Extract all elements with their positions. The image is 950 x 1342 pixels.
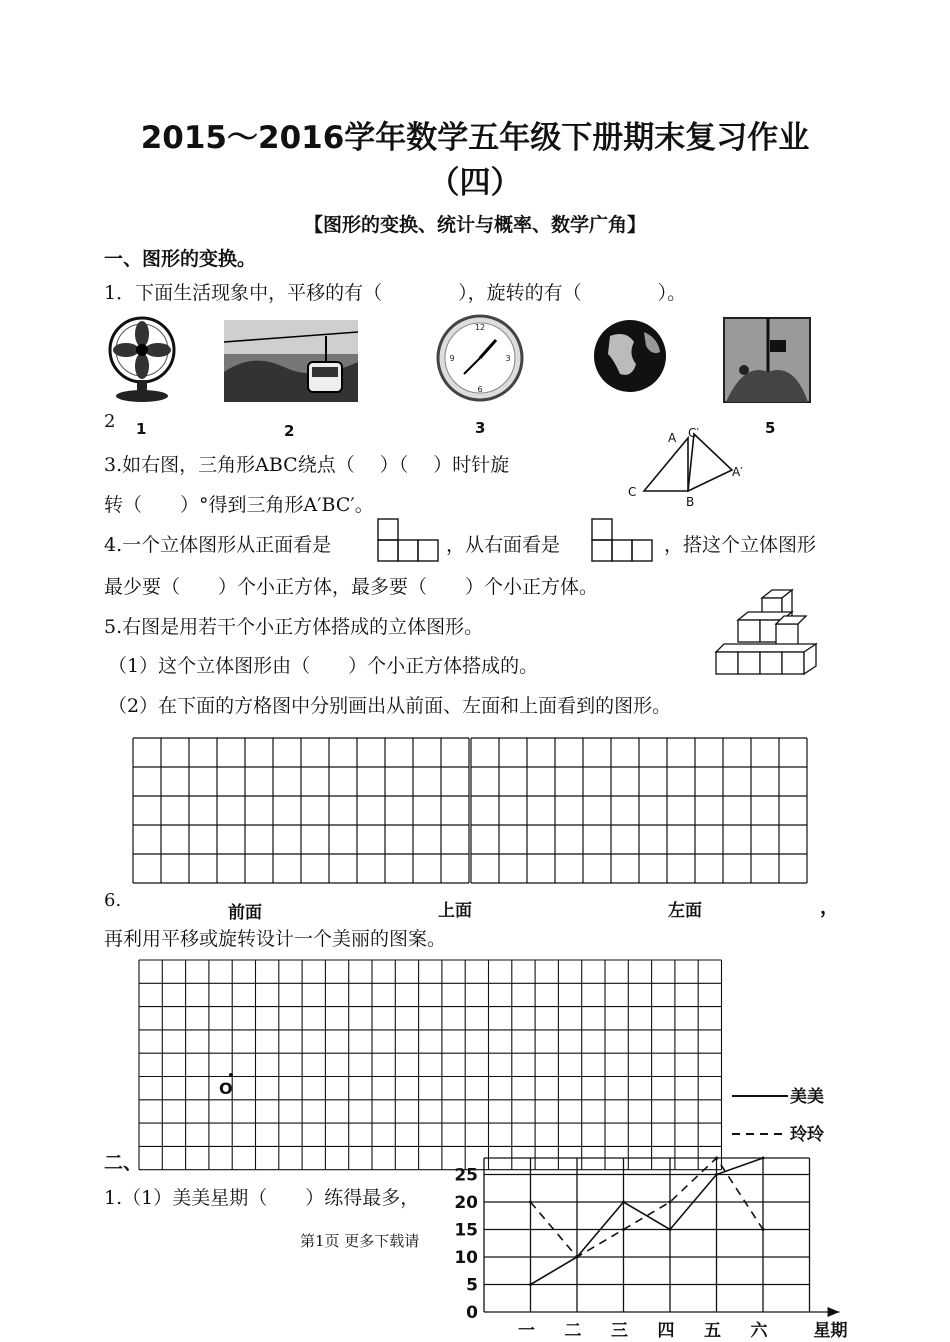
question-4-part3: ，搭这个立体图形: [664, 534, 817, 556]
svg-text:9: 9: [449, 354, 455, 363]
question-6-comma: ，: [820, 896, 840, 918]
x-tick-label: 六: [750, 1321, 768, 1341]
data-point: [576, 1256, 579, 1259]
question-4-part2: ，从右面看是: [446, 534, 561, 556]
question-6-number: 6.: [104, 890, 122, 911]
question-5-sub1: （1）这个立体图形由（ ）个小正方体搭成的。: [108, 655, 539, 677]
data-point: [622, 1228, 625, 1231]
clock-icon: [438, 316, 522, 400]
cube-stack-figure: [712, 588, 838, 682]
fan-icon: [110, 318, 174, 402]
question-7: 1.（1）美美星期（ ）练得最多，: [104, 1187, 420, 1209]
question-6-line2: 再利用平移或旋转设计一个美丽的图案。: [104, 928, 447, 950]
question-5-sub2: （2）在下面的方格图中分别画出从前面、左面和上面看到的图形。: [108, 695, 672, 717]
y-tick-label: 5: [466, 1275, 478, 1296]
y-tick-label: 25: [454, 1165, 478, 1186]
left-view-label: 左面: [668, 901, 702, 921]
data-point: [529, 1283, 532, 1286]
image-label: 5: [765, 419, 776, 437]
page-footer: 第1页 更多下载请: [300, 1232, 420, 1250]
data-point: [669, 1201, 672, 1204]
question-5-line1: 5.右图是用若干个小正方体搭成的立体图形。: [104, 616, 484, 638]
x-axis-label: 星期: [813, 1321, 848, 1341]
point-label: B: [686, 495, 695, 509]
section-heading-2: 二、: [104, 1152, 143, 1174]
data-point: [669, 1228, 672, 1231]
data-point: [762, 1157, 765, 1160]
legend-label: 美美: [790, 1087, 824, 1107]
globe-icon: [594, 320, 666, 392]
data-point: [762, 1228, 765, 1231]
question-4-part1: 4.一个立体图形从正面看是: [104, 534, 332, 556]
view-drawing-grid: [131, 736, 811, 888]
image-label: 1: [136, 420, 147, 438]
y-tick-label: 20: [454, 1193, 478, 1213]
line-chart: [440, 1078, 850, 1342]
data-point: [529, 1201, 532, 1204]
x-tick-label: 二: [564, 1321, 582, 1341]
page-title: 2015～2016学年数学五年级下册期末复习作业: [140, 120, 810, 156]
x-tick-label: 三: [611, 1321, 628, 1341]
point-label: C′: [688, 426, 700, 440]
triangle-rotation-figure: [620, 424, 760, 512]
question-2-number: 2: [104, 411, 116, 432]
image-label: 3: [475, 419, 486, 437]
flag-raising-image: [724, 318, 810, 402]
point-label: A: [668, 431, 677, 445]
page-title-part: （四）: [428, 165, 522, 201]
front-view-figure: [377, 518, 441, 562]
section-heading-1: 一、图形的变换。: [104, 248, 257, 270]
series-line-lingling: [531, 1158, 764, 1257]
svg-text:6: 6: [477, 385, 483, 394]
point-label: C: [628, 485, 637, 499]
data-point: [715, 1173, 718, 1176]
cable-car-image: [224, 320, 358, 402]
svg-text:3: 3: [505, 354, 511, 363]
origin-label: O: [219, 1079, 233, 1098]
q1-images: [104, 312, 824, 440]
x-tick-label: 四: [657, 1321, 675, 1341]
x-tick-label: 五: [704, 1321, 721, 1341]
question-3-line1: 3.如右图，三角形ABC绕点（ ）（ ）时针旋: [104, 454, 510, 476]
question-3-line2: 转（ ）°得到三角形A′BC′。: [104, 494, 374, 516]
image-label: 2: [284, 422, 295, 440]
data-point: [622, 1201, 625, 1204]
x-tick-label: 一: [518, 1321, 535, 1341]
top-view-label: 上面: [438, 901, 472, 921]
data-point: [715, 1157, 718, 1160]
point-label: A′: [732, 465, 743, 479]
legend-label: 玲玲: [790, 1125, 824, 1145]
question-4-line2: 最少要（ ）个小正方体，最多要（ ）个小正方体。: [104, 576, 599, 598]
y-tick-label: 10: [454, 1248, 478, 1268]
question-1: 1．下面生活现象中，平移的有（ ），旋转的有（ ）。: [104, 282, 687, 304]
y-tick-label: 15: [454, 1220, 478, 1241]
y-tick-label: 0: [466, 1303, 478, 1323]
svg-text:12: 12: [474, 323, 486, 332]
subtitle: 【图形的变换、统计与概率、数学广角】: [303, 214, 646, 236]
right-view-figure: [591, 518, 655, 562]
front-view-label: 前面: [228, 903, 262, 923]
